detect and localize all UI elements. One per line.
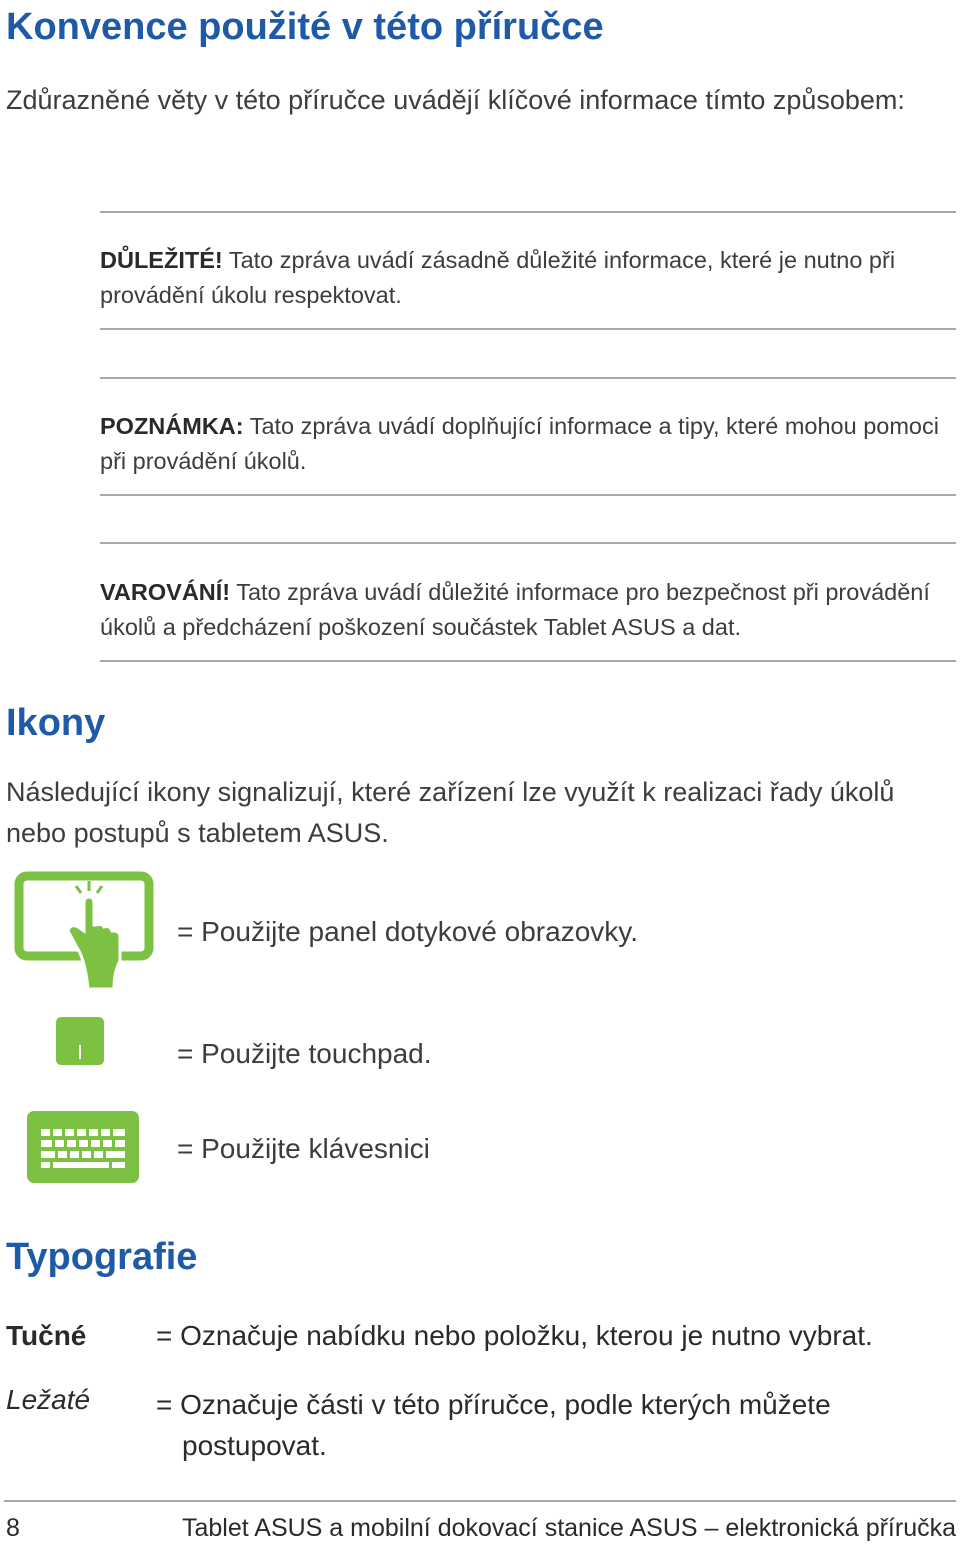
- italic-desc: = Označuje části v této příručce, podle kterých můžete postupovat.: [156, 1389, 831, 1461]
- typography-title: Typografie: [6, 1236, 198, 1278]
- conventions-intro: Zdůrazněné věty v této příručce uvádějí klíčové informace tímto způsobem:: [6, 85, 905, 115]
- touchpad-icon: [56, 1017, 104, 1065]
- icons-title: Ikony: [6, 702, 106, 744]
- warning-text: Tato zpráva uvádí důležité informace pro bezpečnost při provádění úkolů a předcházení poškození součástek Tablet ASUS a dat.: [100, 579, 930, 640]
- note-label: POZNÁMKA:: [100, 413, 244, 439]
- italic-term: Ležaté: [6, 1384, 91, 1415]
- note-box: [100, 377, 956, 496]
- note-text: Tato zpráva uvádí doplňující informace a tipy, které mohou pomoci při provádění úkolů.: [100, 413, 939, 474]
- footer-rule: [4, 1500, 956, 1502]
- important-label: DŮLEŽITÉ!: [100, 247, 223, 273]
- bold-term: Tučné: [6, 1320, 87, 1351]
- footer-doc-title: Tablet ASUS a mobilní dokovací stanice ASUS – elektronická příručka: [182, 1514, 956, 1542]
- touchpad-label: = Použijte touchpad.: [177, 1038, 432, 1069]
- warning-note: [100, 542, 956, 662]
- bold-desc: = Označuje nabídku nebo položku, kterou je nutno vybrat.: [156, 1320, 873, 1351]
- important-note: [100, 211, 956, 330]
- keyboard-label: = Použijte klávesnici: [177, 1133, 430, 1164]
- touch-panel-icon: [14, 871, 154, 993]
- important-text: Tato zpráva uvádí zásadně důležité informace, které je nutno při provádění úkolu respektovat.: [100, 247, 896, 308]
- conventions-title: Konvence použité v této příručce: [6, 6, 604, 48]
- keyboard-icon: [27, 1111, 139, 1183]
- page-number: 8: [6, 1514, 20, 1542]
- warning-label: VAROVÁNÍ!: [100, 579, 231, 605]
- icons-intro: Následující ikony signalizují, které zařízení lze využít k realizaci řady úkolů nebo postupů s tabletem ASUS.: [6, 777, 895, 848]
- touch-panel-label: = Použijte panel dotykové obrazovky.: [177, 916, 638, 947]
